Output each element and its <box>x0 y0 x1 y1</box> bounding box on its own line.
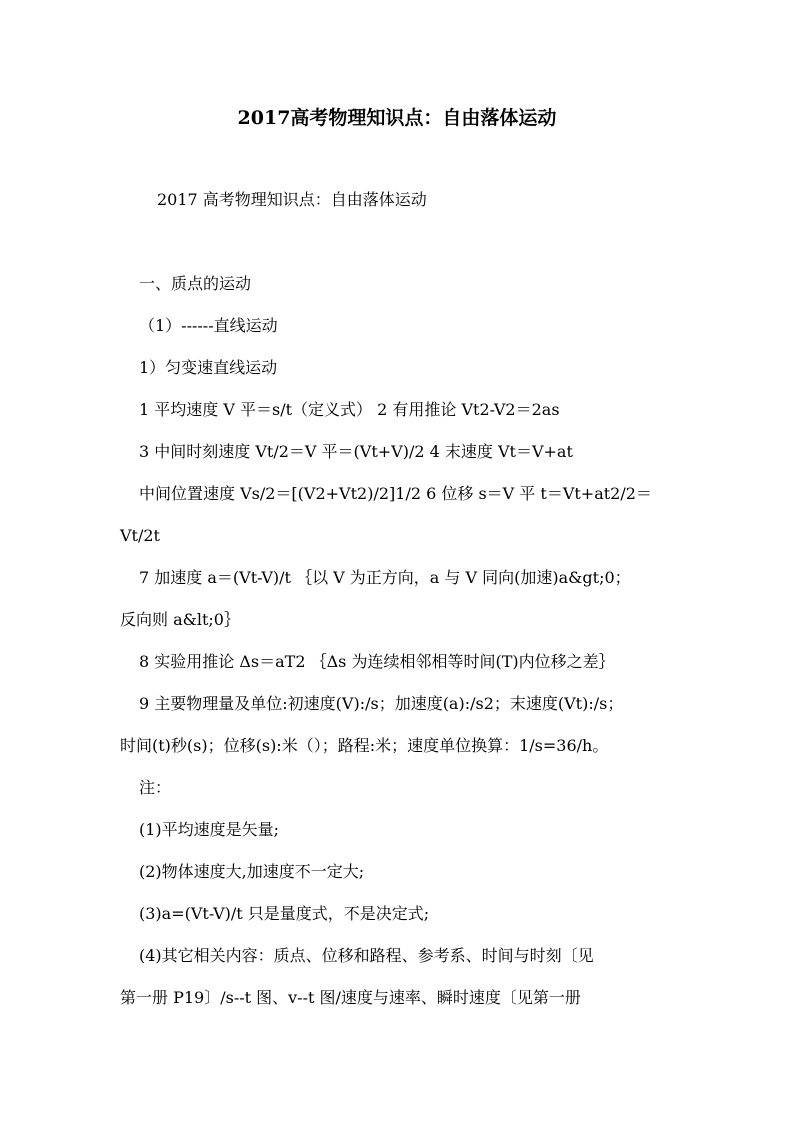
paragraph-line: 3 中间时刻速度 Vt/2＝V 平＝(Vt+V)/2 4 末速度 Vt＝V+at <box>139 442 573 461</box>
section-heading: 一、质点的运动 <box>139 274 252 293</box>
paragraph-line: 反向则 a&lt;0｝ <box>120 610 240 629</box>
note-item: (4)其它相关内容：质点、位移和路程、参考系、时间与时刻〔见 <box>139 946 594 965</box>
topic-heading: 1）匀变速直线运动 <box>139 358 278 377</box>
note-item: (1)平均速度是矢量; <box>139 820 280 839</box>
paragraph-line: 1 平均速度 V 平＝s/t（定义式） 2 有用推论 Vt2-V2＝2as <box>139 400 560 419</box>
paragraph-line: 时间(t)秒(s)；位移(s):米（）；路程:米；速度单位换算：1/s=36/h。 <box>120 736 609 755</box>
paragraph-line: 7 加速度 a＝(Vt-V)/t ｛以 V 为正方向，a 与 V 同向(加速)a&gt;0； <box>139 568 631 587</box>
note-heading: 注： <box>139 778 172 797</box>
paragraph-line: 9 主要物理量及单位:初速度(V):/s；加速度(a):/s2；末速度(Vt):/s； <box>139 694 624 713</box>
paragraph-line: Vt/2t <box>120 526 160 545</box>
document-title: 2017高考物理知识点：自由落体运动 <box>237 107 557 129</box>
note-item: 第一册 P19〕/s--t 图、v--t 图/速度与速率、瞬时速度〔见第一册 <box>120 988 581 1007</box>
document-subtitle: 2017 高考物理知识点：自由落体运动 <box>157 190 427 209</box>
subsection-heading: （1）------直线运动 <box>139 316 278 335</box>
note-item: (3)a=(Vt-V)/t 只是量度式，不是决定式; <box>139 904 430 923</box>
paragraph-line: 8 实验用推论 Δs＝aT2 ｛Δs 为连续相邻相等时间(T)内位移之差｝ <box>139 652 615 671</box>
note-item: (2)物体速度大,加速度不一定大; <box>139 862 365 881</box>
paragraph-line: 中间位置速度 Vs/2＝[(V2+Vt2)/2]1/2 6 位移 s＝V 平 t＝Vt+at2/2＝ <box>139 484 652 503</box>
